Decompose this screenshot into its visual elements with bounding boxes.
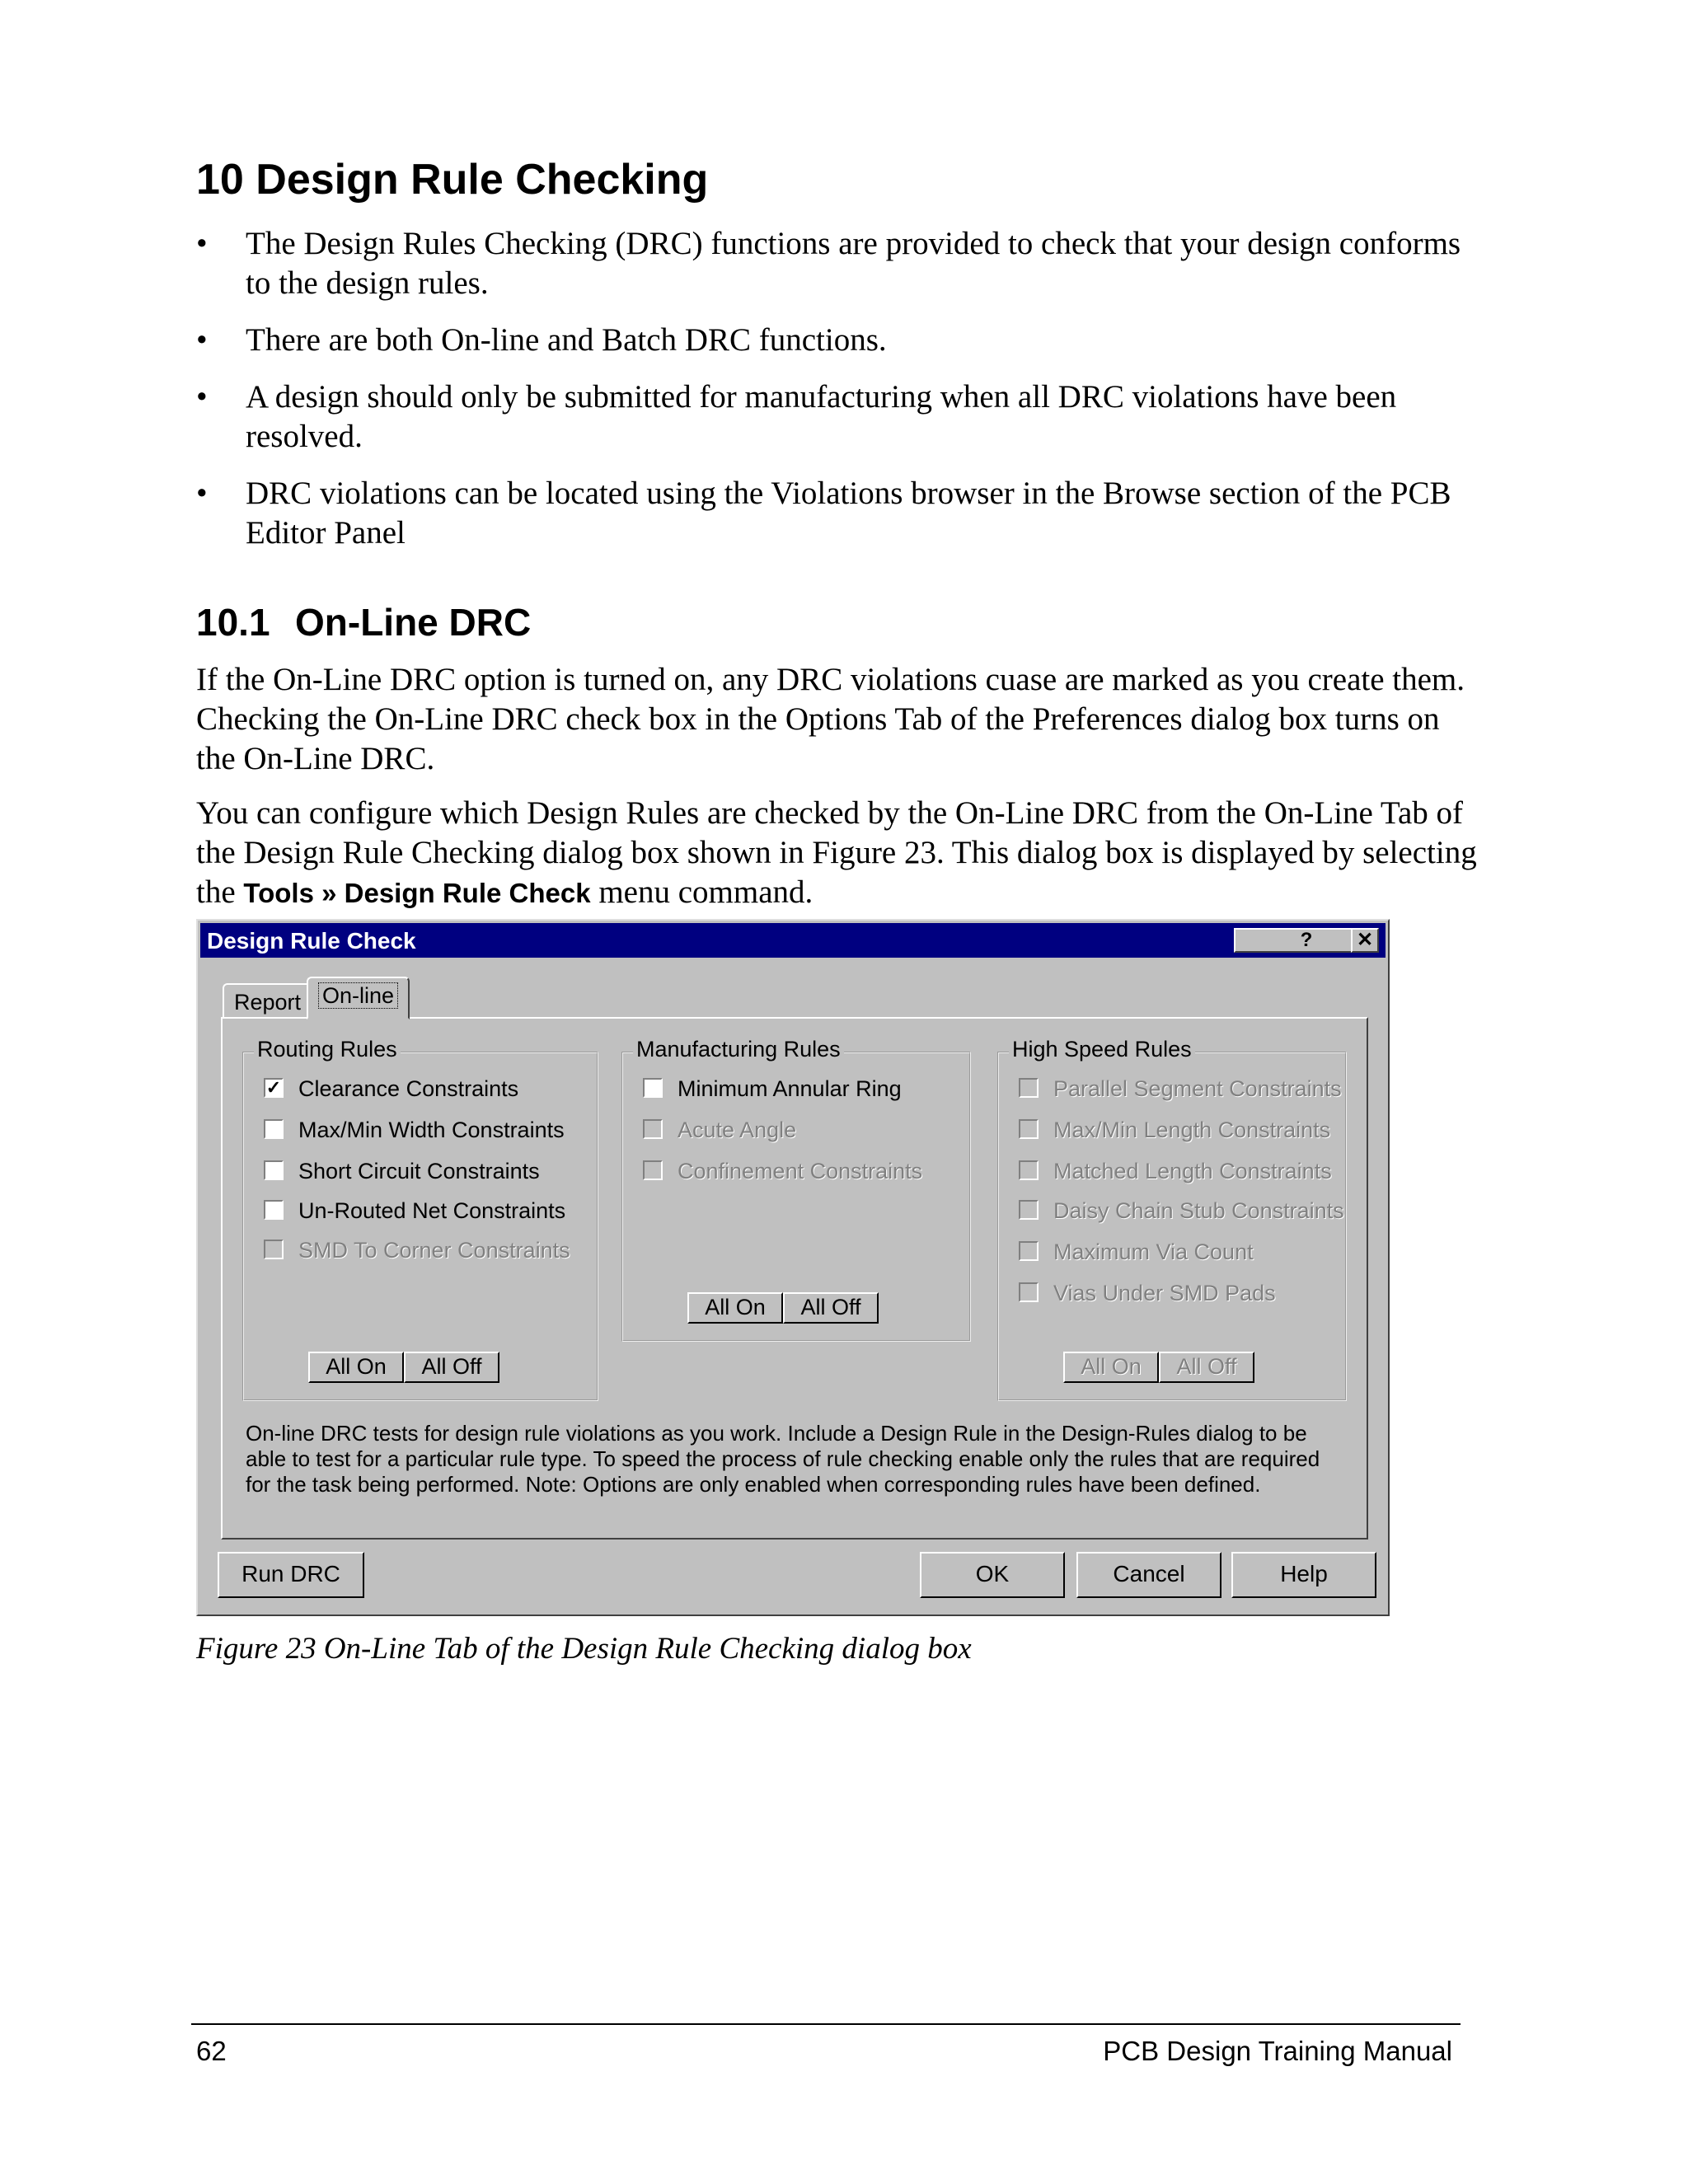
checkbox-icon[interactable] <box>264 1160 284 1180</box>
checkbox-icon <box>643 1160 663 1180</box>
all-on-button[interactable]: All On <box>687 1292 783 1324</box>
manufacturing-button-pair <box>687 1292 879 1324</box>
page-number: 62 <box>196 2036 227 2066</box>
online-tab-panel <box>221 1017 1368 1540</box>
footer-rule <box>191 2023 1461 2025</box>
all-on-button: All On <box>1063 1352 1159 1383</box>
footer-title: PCB Design Training Manual <box>1103 2036 1452 2066</box>
all-off-button[interactable]: All Off <box>404 1352 499 1383</box>
design-rule-check-dialog <box>196 919 1390 1616</box>
checkbox-icon <box>643 1119 663 1139</box>
figure-caption: Figure 23 On-Line Tab of the Design Rule Checking dialog box <box>196 1632 972 1666</box>
dialog-title: Design Rule Check <box>207 928 416 954</box>
group-title: Routing Rules <box>254 1037 401 1062</box>
routing-rules-group: Routing Rules ✓ Clearance Constraints Max/Min Width Constraints Short Circuit Constraints Un-Routed Net Constraints SMD To Corner Constraints All On All Off <box>242 1052 598 1401</box>
all-off-button: All Off <box>1159 1352 1254 1383</box>
help-icon[interactable]: ? <box>1234 928 1379 953</box>
menu-command: Tools » Design Rule Check <box>243 878 591 908</box>
checkbox-icon <box>1019 1160 1039 1180</box>
checkbox-icon <box>1019 1078 1039 1098</box>
high-speed-button-pair <box>1063 1352 1254 1383</box>
page-heading: 10 Design Rule Checking <box>196 156 709 204</box>
group-title: High Speed Rules <box>1009 1037 1195 1062</box>
checkbox-icon[interactable] <box>643 1078 663 1098</box>
checkbox-icon[interactable] <box>264 1200 284 1220</box>
bullet-icon: • <box>196 226 208 261</box>
list-item: • The Design Rules Checking (DRC) functions are provided to check that your design conforms to the design rules. <box>196 226 1461 301</box>
cancel-button[interactable]: Cancel <box>1076 1552 1221 1598</box>
section-number: 10.1 <box>196 601 270 644</box>
online-drc-description: On-line DRC tests for design rule violations as you work. Include a Design Rule in the Design-Rules dialog to be able to test for a particular rule type. To speed the process of rule checking enable only the rules that are required for the task being performed. Note: Options are only enabled when corresponding rules have been defined. <box>246 1421 1320 1497</box>
bullet-icon: • <box>196 379 208 415</box>
help-button[interactable]: Help <box>1231 1552 1376 1598</box>
tab-report[interactable]: Report <box>223 983 312 1018</box>
all-on-button[interactable]: All On <box>308 1352 404 1383</box>
all-off-button[interactable]: All Off <box>783 1292 879 1324</box>
tab-online[interactable]: On-line <box>307 977 410 1019</box>
paragraph-online-drc: If the On-Line DRC option is turned on, any DRC violations cuase are marked as you create them. Checking the On-Line DRC check box in the Options Tab of the Preferences dialog box turns on the On-Line DRC. <box>196 662 1465 776</box>
section-title: On-Line DRC <box>295 601 532 644</box>
checkbox-icon <box>1019 1119 1039 1139</box>
paragraph-configure: You can configure which Design Rules are checked by the On-Line DRC from the On-Line Tab of the Design Rule Checking dialog box shown in Figure 23. This dialog box is displayed by selecting the Tools » Design Rule Check menu command. <box>196 795 1477 910</box>
list-item: • DRC violations can be located using the Violations browser in the Browse section of the PCB Editor Panel <box>196 476 1451 551</box>
run-drc-button[interactable]: Run DRC <box>218 1552 364 1598</box>
routing-button-pair <box>308 1352 499 1383</box>
ok-button[interactable]: OK <box>920 1552 1065 1598</box>
group-title: Manufacturing Rules <box>633 1037 844 1062</box>
checkbox-icon <box>1019 1241 1039 1261</box>
checkbox-icon[interactable] <box>264 1119 284 1139</box>
close-icon[interactable]: ✕ <box>1351 928 1379 953</box>
list-item: • There are both On-line and Batch DRC functions. <box>196 321 1482 360</box>
high-speed-rules-group: High Speed Rules Parallel Segment Constraints Max/Min Length Constraints Matched Length Constraints Daisy Chain Stub Constraints Maximum Via Count Vias Under SMD Pads All On All Off <box>997 1052 1347 1401</box>
bullet-icon: • <box>196 322 208 358</box>
checkbox-icon <box>264 1240 284 1259</box>
dialog-titlebar <box>200 923 1386 958</box>
manufacturing-rules-group: Manufacturing Rules Minimum Annular Ring Acute Angle Confinement Constraints All On All Off <box>621 1052 971 1342</box>
checkbox-icon <box>1019 1200 1039 1220</box>
bullet-list <box>196 224 1482 570</box>
bullet-icon: • <box>196 476 208 511</box>
section-heading <box>196 600 531 644</box>
checkbox-icon <box>1019 1282 1039 1302</box>
checkbox-checked-icon[interactable]: ✓ <box>264 1078 284 1098</box>
list-item: • A design should only be submitted for manufacturing when all DRC violations have been resolved. <box>196 379 1397 454</box>
